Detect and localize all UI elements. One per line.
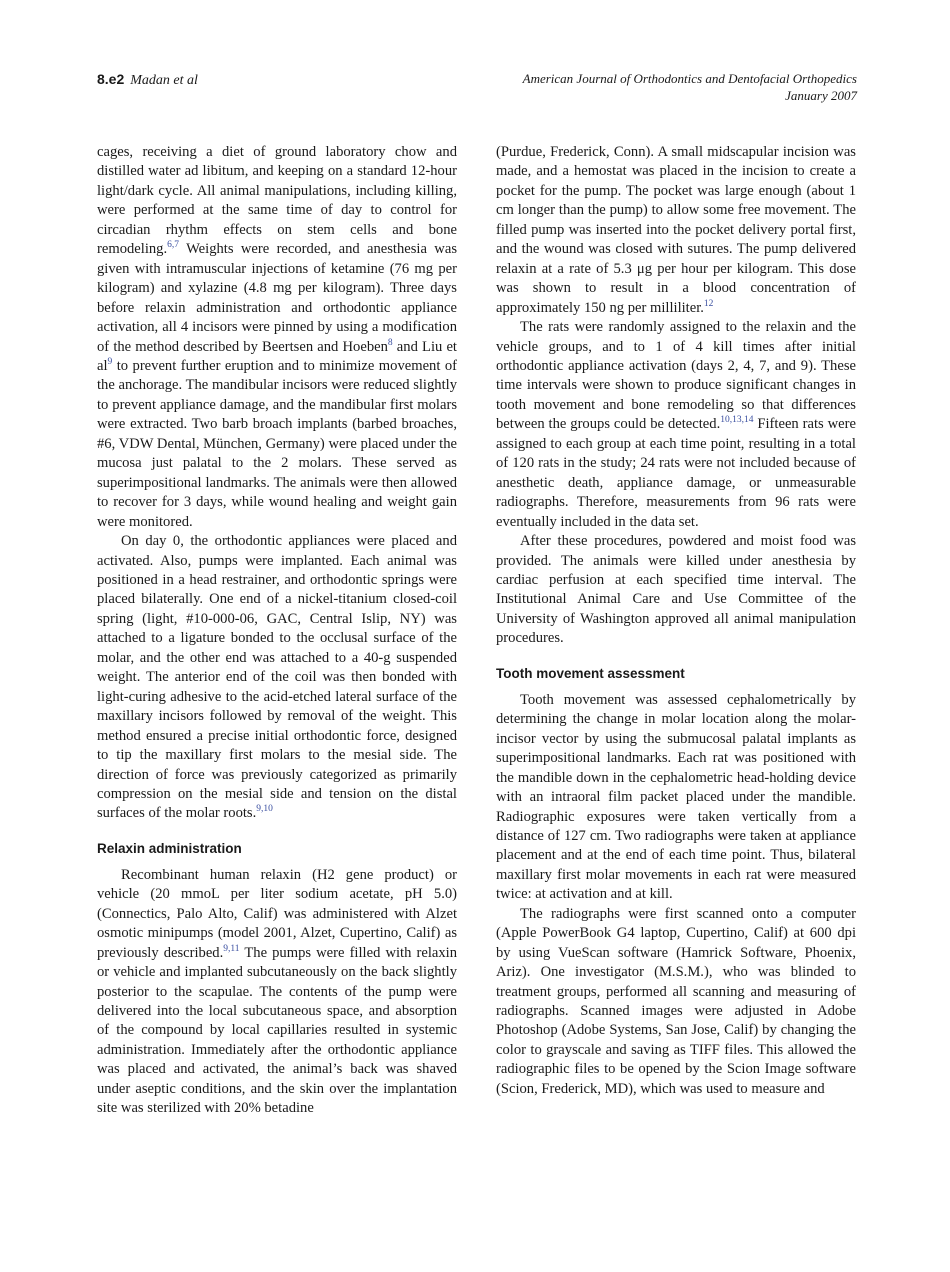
text-run: and Liu et al — [97, 338, 457, 374]
paragraph-day-zero — [97, 532, 457, 824]
paragraph-relaxin — [97, 866, 457, 1119]
text-run: On day 0, the orthodontic appliances were placed and activated. Also, pumps were implanted. Each animal was positioned in a head restrainer, and orthodontic springs were placed bilaterally. One end of a nickel-titanium closed-coil spring (light, #10-000-06, GAC, Central Islip, NY) was attached to a ligature bonded to the occlusal surface of the molar, and the other end was attached to a 40-g suspended weight. The anterior end of the coil was then bonded with light-curing adhesive to the acid-etched lateral surface of the maxillary incisors followed by removal of the weight. This method ensured a precise initial orthodontic force, designed to tip the maxillary first molars to the mesial side. The direction of force was previously categorized as primarily compression on the mesial side and tension on the distal surfaces of the molar roots. — [97, 533, 457, 822]
page-header — [97, 70, 857, 110]
paragraph-pump — [496, 143, 856, 318]
journal-name: American Journal of Orthodontics and Dentofacial Orthopedics — [522, 71, 857, 86]
section-heading-relaxin: Relaxin administration — [97, 840, 242, 856]
header-left — [97, 70, 198, 90]
paragraph-procedures — [496, 532, 856, 649]
text-run: to prevent further eruption and to minimize movement of the anchorage. The mandibular incisors were reduced slightly to prevent appliance damage, and the mandibular first molars were extracted. Two barb broach implants (barbed broaches, #6, VDW Dental, München, Germany) were placed under the mucosa just palatal to the 2 molars. These served as superimpositional landmarks. The animals were then allowed to recover for 3 days, while wound healing and weight gain were monitored. — [97, 357, 457, 530]
right-column — [496, 143, 856, 1099]
text-run: Recombinant human relaxin (H2 gene product) or vehicle (20 mmoL per liter sodium acetate, pH 5.0) (Connectics, Palo Alto, Calif) was administered with Alzet osmotic minipumps (model 2001, Alzet, Cupertino, Calif) as previously described. — [97, 866, 457, 961]
citation-link[interactable]: 9 — [107, 357, 113, 368]
paragraph-radiographs — [496, 905, 856, 1100]
text-run: The rats were randomly assigned to the relaxin and the vehicle groups, and to 1 of 4 kill times after initial orthodontic appliance activation (days 2, 4, 7, and 9). These time intervals were shown to produce significant changes in tooth movement and bone remodeling so that differences between the groups could be detected. — [496, 319, 856, 433]
paragraph-assessment — [496, 691, 856, 905]
section-heading-tooth-movement: Tooth movement assessment — [496, 665, 685, 681]
header-right — [523, 70, 857, 104]
page-number: 8.e2 — [97, 71, 125, 87]
text-run: The radiographs were first scanned onto a computer (Apple PowerBook G4 laptop, Cupertino, Calif) at 600 dpi by using VueScan software (Hamrick Software, Phoenix, Ariz). One investigator (M.S.M.), who was blinded to treatment groups, performed all scanning and measuring of radiographs. Scanned images were adjusted in Adobe Photoshop (Adobe Systems, San Jose, Calif) by changing the color to grayscale and saving as TIFF files. This allowed the radiographic files to be opened by the Scion Image software (Scion, Frederick, MD), which was used to measure and — [496, 905, 856, 1097]
citation-link[interactable]: 9,11 — [223, 943, 240, 954]
citation-link[interactable]: 9,10 — [256, 804, 273, 815]
citation-link[interactable]: 6,7 — [167, 240, 179, 251]
citation-link[interactable]: 12 — [703, 298, 714, 309]
citation-link[interactable]: 10,13,14 — [720, 415, 754, 426]
left-column — [97, 143, 457, 1119]
text-run: Fifteen rats were assigned to each group at each time point, resulting in a total of 120 rats in the study; 24 rats were not included because of anesthetic death, appliance damage, or unmeasurable radiographs. Therefore, measurements from 96 rats were eventually included in the data set. — [496, 416, 856, 530]
text-run: Weights were recorded, and anesthesia was given with intramuscular injections of ketamine (76 mg per kilogram) and xylazine (4.8 mg per kilogram). Three days before relaxin administration and orthodontic appliance activation, all 4 incisors were pinned by using a modification of the method described by Beertsen and Hoeben — [97, 241, 457, 355]
text-run: cages, receiving a diet of ground laboratory chow and distilled water ad libitum, and keeping on a standard 12-hour light/dark cycle. All animal manipulations, including killing, were performed at the same time of day to control for circadian rhythm effects on stem cells and bone remodeling. — [97, 144, 457, 258]
paragraph-groups — [496, 318, 856, 532]
citation-link[interactable]: 8 — [387, 337, 393, 348]
paragraph-animals-prep — [97, 143, 457, 532]
text-run: The pumps were filled with relaxin or vehicle and implanted subcutaneously on the back slightly posterior to the scapulae. The contents of the pump were delivered into the local subcutaneous space, and absorption of the compound by local capillaries resulted in systemic administration. Immediately after the orthodontic appliance was placed and activated, the animal’s back was shaved under aseptic conditions, and the skin over the implantation site was sterilized with 20% betadine — [97, 944, 457, 1117]
text-run: Tooth movement was assessed cephalometrically by determining the change in molar location along the molar-incisor vector by using the submucosal palatal implants as superimpositional landmarks. Each rat was positioned with the mandible down in the cephalometric head-holding device with an intraoral film packet placed under the mandible. Radiographic exposures were taken vertically from a distance of 127 cm. Two radiographs were taken at appliance placement and at the end of each time point. Thus, bilateral maxillary first molar movements in each rat were measured twice: at activation and at kill. — [496, 691, 856, 903]
text-run: (Purdue, Frederick, Conn). A small midscapular incision was made, and a hemostat was placed in the incision to create a pocket for the pump. The pocket was large enough (about 1 cm longer than the pump) to allow some free movement. The filled pump was inserted into the pocket delivery portal first, and the wound was closed with sutures. The pump delivered relaxin at a rate of 5.3 μg per hour per kilogram. This dose was shown to result in a blood concentration of approximately 150 ng per milliliter. — [496, 144, 856, 316]
issue-date: January 2007 — [785, 88, 857, 103]
text-run: After these procedures, powdered and moist food was provided. The animals were killed under anesthesia by cardiac perfusion at each specified time interval. The Institutional Animal Care and Use Committee of the University of Washington approved all animal manipulation procedures. — [496, 533, 856, 647]
running-authors: Madan et al — [130, 73, 198, 88]
